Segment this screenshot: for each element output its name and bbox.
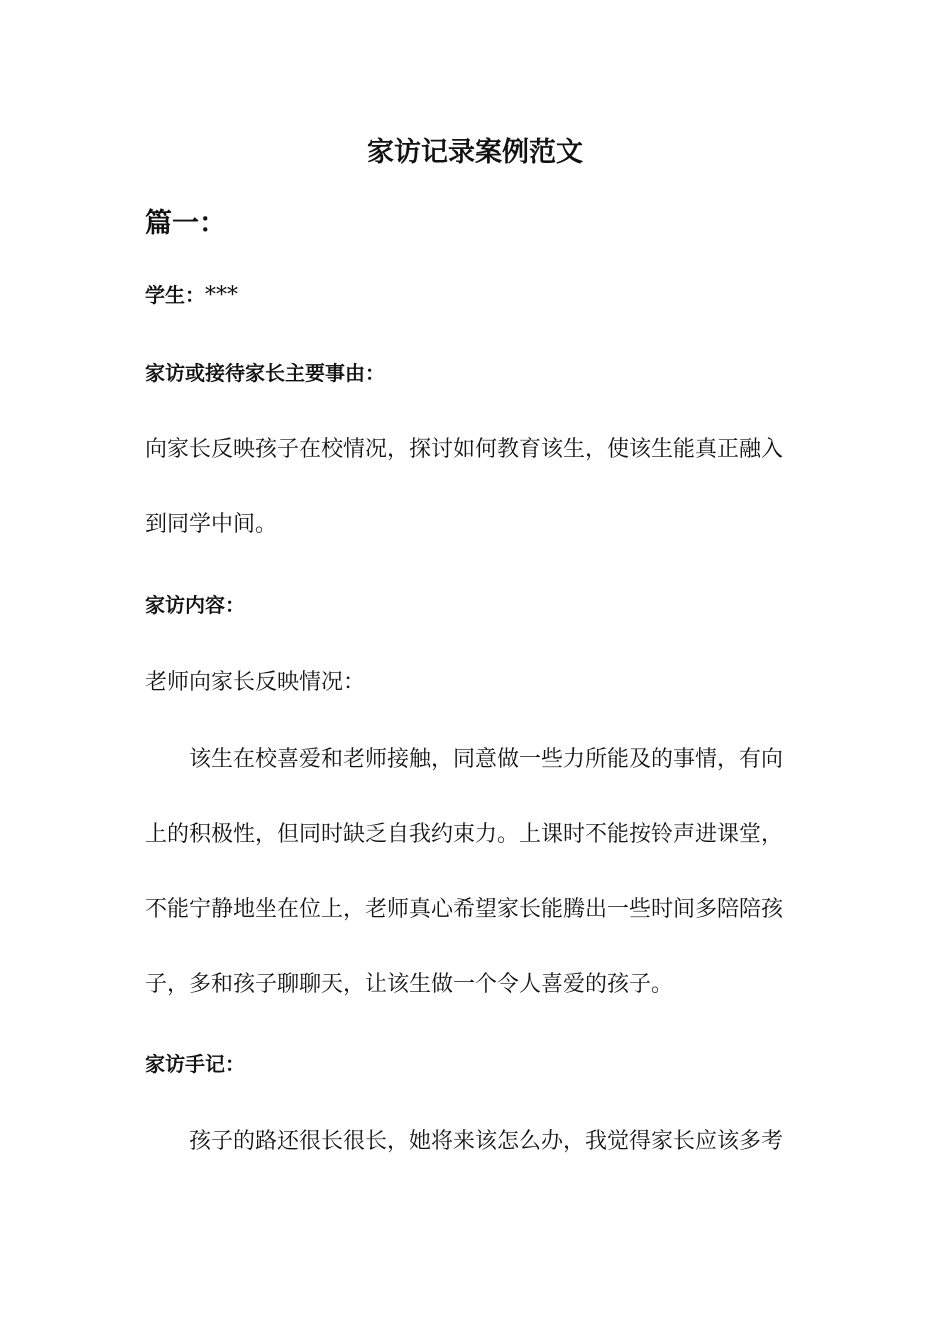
notes-heading: 家访手记：	[145, 1052, 245, 1076]
student-row	[145, 282, 238, 309]
content-intro: 老师向家长反映情况：	[145, 670, 366, 695]
student-label: 学生：	[145, 283, 205, 307]
content-line: 子，多和孩子聊聊天，让该生做一个令人喜爱的孩子。	[145, 972, 674, 997]
notes-line: 孩子的路还很长很长，她将来该怎么办，我觉得家长应该多考	[189, 1129, 784, 1154]
reason-heading: 家访或接待家长主要事由：	[145, 361, 385, 385]
content-line: 该生在校喜爱和老师接触，同意做一些力所能及的事情，有向	[189, 747, 784, 772]
content-heading: 家访内容：	[145, 593, 245, 617]
student-value: ***	[205, 283, 238, 308]
reason-line: 到同学中间。	[145, 512, 278, 537]
section-heading: 篇一：	[145, 208, 226, 239]
reason-line: 向家长反映孩子在校情况，探讨如何教育该生，使该生能真正融入	[145, 437, 784, 462]
document-title: 家访记录案例范文	[367, 137, 583, 168]
content-line: 不能宁静地坐在位上，老师真心希望家长能腾出一些时间多陪陪孩	[145, 897, 784, 922]
content-line: 上的积极性，但同时缺乏自我约束力。上课时不能按铃声进课堂，	[145, 822, 784, 847]
